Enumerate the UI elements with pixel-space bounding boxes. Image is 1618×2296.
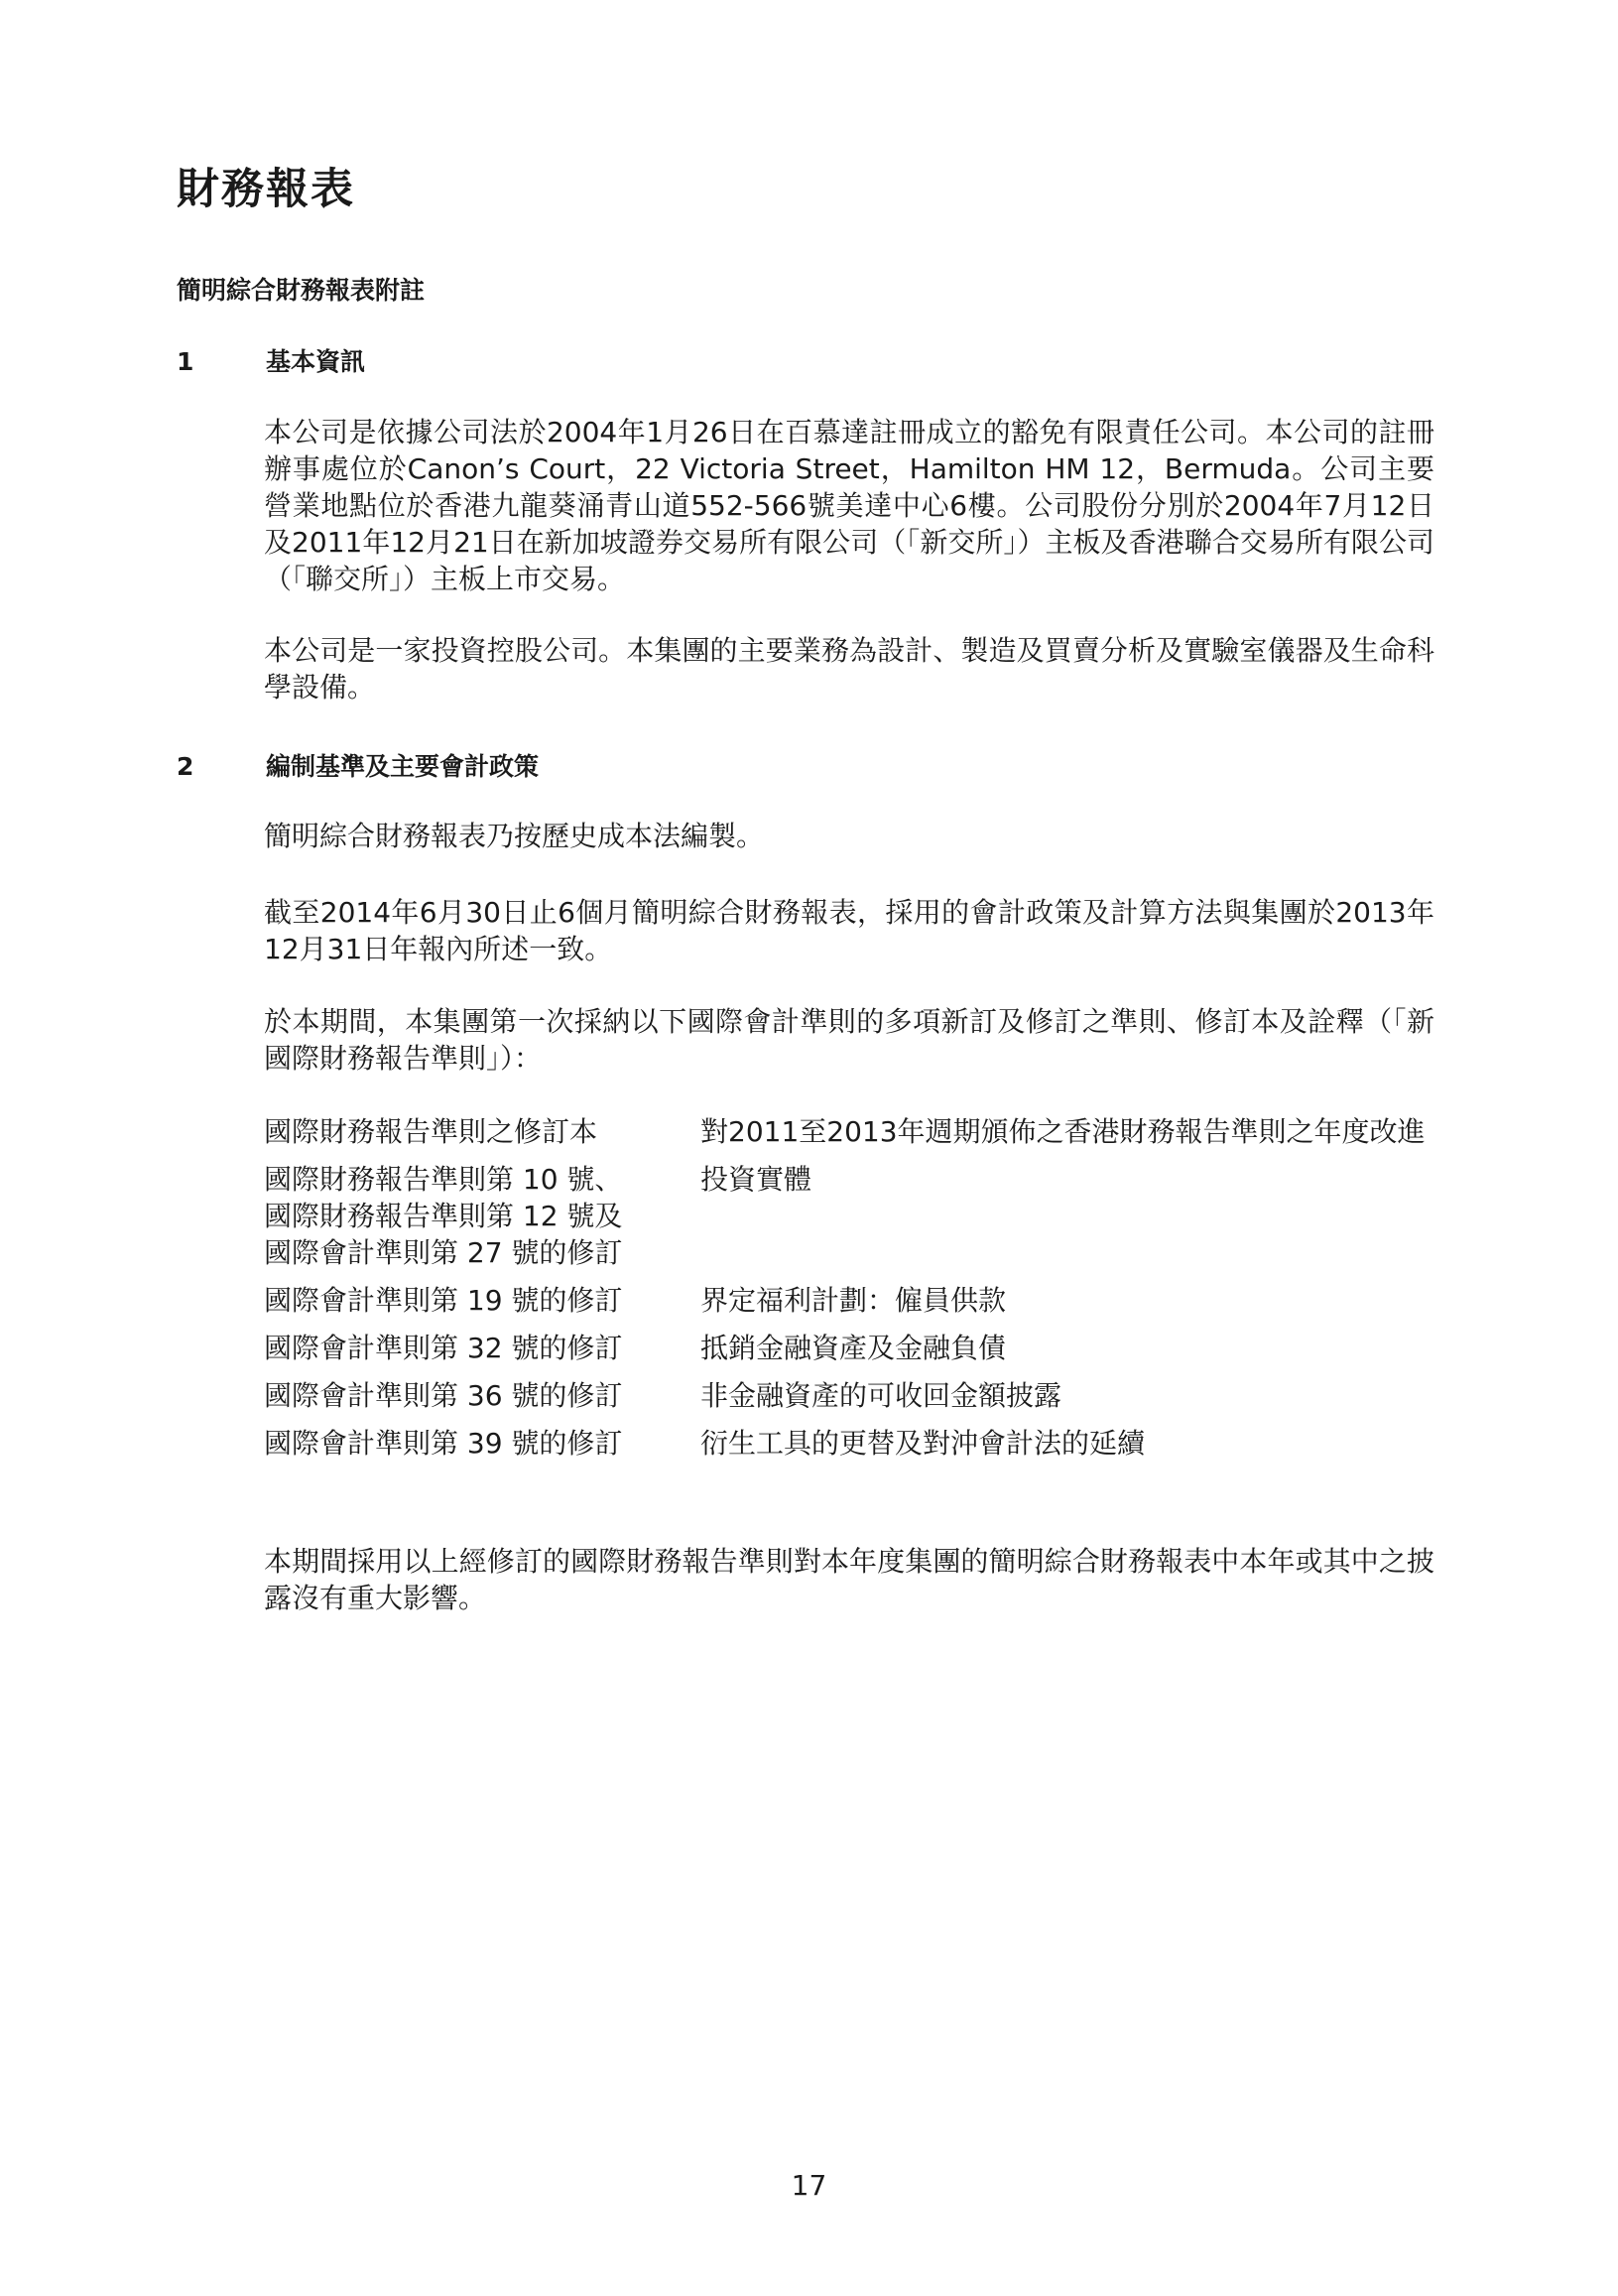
standard-description: 非金融資產的可收回金額披露	[700, 1379, 1062, 1412]
standard-name: 國際會計準則第 36 號的修訂	[264, 1379, 623, 1412]
page-number: 17	[791, 2169, 827, 2202]
section-1-paragraph-1: 本公司是依據公司法於2004年1月26日在百慕達註冊成立的豁免有限責任公司。本公司的註冊辦事處位於Canon’s Court，22 Victoria Street，Hamilton HM 12，Bermuda。公司主要營業地點位於香港九龍葵涌青山道552-566號美達中心6樓。公司股份分別於2004年7月12日及2011年12月21日在新加坡證券交易所有限公司（「新交所」）主板及香港聯合交易所有限公司（「聯交所」）主板上市交易。	[264, 416, 1434, 595]
standards-row	[264, 1425, 1444, 1462]
section-2-heading	[177, 747, 1466, 783]
section-1-heading	[177, 342, 1466, 378]
section-2-paragraph-4: 本期間採用以上經修訂的國際財務報告準則對本年度集團的簡明綜合財務報表中本年或其中之披露沒有重大影響。	[264, 1545, 1434, 1614]
standard-name: 國際會計準則第 32 號的修訂	[264, 1332, 623, 1364]
section-2-paragraph-3: 於本期間，本集團第一次採納以下國際會計準則的多項新訂及修訂之準則、修訂本及詮釋（「新國際財務報告準則」）：	[264, 1005, 1434, 1075]
standards-row	[264, 1161, 1444, 1271]
standard-name: 國際財務報告準則第 10 號、 國際財務報告準則第 12 號及 國際會計準則第 27 號的修訂	[264, 1163, 623, 1269]
section-1-paragraph-2: 本公司是一家投資控股公司。本集團的主要業務為設計、製造及買賣分析及實驗室儀器及生命科學設備。	[264, 634, 1434, 703]
section-2-paragraph-2: 截至2014年6月30日止6個月簡明綜合財務報表，採用的會計政策及計算方法與集團於2013年12月31日年報內所述一致。	[264, 896, 1434, 965]
standards-table	[264, 1113, 1444, 1472]
page-subtitle: 簡明綜合財務報表附註	[177, 276, 426, 305]
standard-name: 國際會計準則第 19 號的修訂	[264, 1284, 623, 1317]
section-2-paragraph-1: 簡明綜合財務報表乃按歷史成本法編製。	[264, 820, 765, 852]
standard-description: 投資實體	[700, 1163, 812, 1196]
standard-description: 抵銷金融資產及金融負債	[700, 1332, 1007, 1364]
section-1-number: 1	[177, 347, 194, 376]
standard-description: 衍生工具的更替及對沖會計法的延續	[700, 1427, 1146, 1460]
page-title: 財務報表	[177, 165, 355, 214]
standards-row	[264, 1330, 1444, 1366]
standards-row	[264, 1113, 1444, 1150]
standards-row	[264, 1282, 1444, 1319]
standard-name: 國際財務報告準則之修訂本	[264, 1115, 598, 1148]
standards-row	[264, 1377, 1444, 1414]
standard-name: 國際會計準則第 39 號的修訂	[264, 1427, 623, 1460]
standard-description: 對2011至2013年週期頒佈之香港財務報告準則之年度改進	[700, 1115, 1426, 1148]
section-1-title: 基本資訊	[266, 347, 366, 376]
standard-description: 界定福利計劃：僱員供款	[700, 1284, 1007, 1317]
section-2-title: 編制基準及主要會計政策	[266, 752, 540, 781]
section-2-number: 2	[177, 752, 194, 781]
